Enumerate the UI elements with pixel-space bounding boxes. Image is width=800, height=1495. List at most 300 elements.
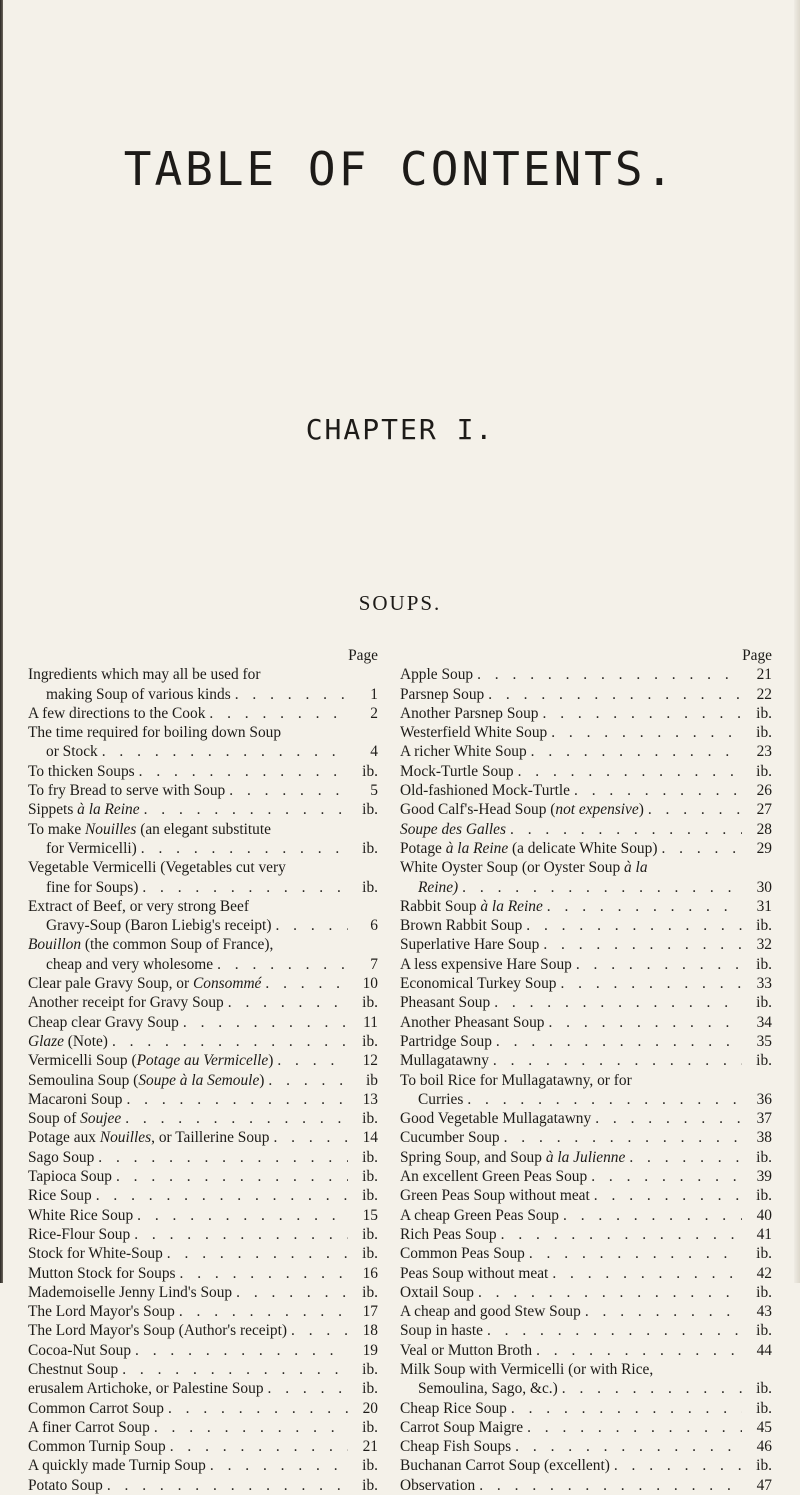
dot-leader bbox=[547, 723, 742, 742]
toc-entry-title: Rice-Flour Soup bbox=[28, 1225, 131, 1243]
dot-leader bbox=[572, 955, 742, 974]
toc-entry[interactable] bbox=[400, 1148, 772, 1167]
toc-entry[interactable] bbox=[400, 800, 772, 819]
toc-entry-page: 39 bbox=[756, 1168, 772, 1186]
toc-entry-title: White Rice Soup bbox=[28, 1206, 134, 1224]
toc-entry-title: Soup of Soujee bbox=[28, 1110, 122, 1128]
dot-leader bbox=[657, 839, 742, 858]
toc-entry-page: 11 bbox=[363, 1013, 378, 1031]
toc-entry-title: Cheap Fish Soups bbox=[400, 1438, 512, 1456]
toc-entry[interactable] bbox=[28, 897, 378, 936]
dot-leader bbox=[264, 1379, 348, 1398]
dot-leader bbox=[175, 1302, 348, 1321]
toc-entry-page: ib. bbox=[362, 994, 378, 1012]
toc-entry-title: fine for Soups) bbox=[46, 878, 139, 896]
toc-entry-title: Sago Soup bbox=[28, 1148, 95, 1166]
toc-entry[interactable] bbox=[400, 974, 772, 993]
toc-entry-title: Oxtail Soup bbox=[400, 1283, 474, 1301]
dot-leader bbox=[103, 1476, 348, 1495]
toc-entry-page: 31 bbox=[756, 897, 772, 915]
toc-entry-page: 27 bbox=[756, 801, 772, 819]
toc-entry-title: Common Turnip Soup bbox=[28, 1438, 166, 1456]
toc-entry-page: ib. bbox=[362, 1476, 378, 1494]
dot-leader bbox=[131, 1341, 348, 1360]
dot-leader bbox=[137, 839, 348, 858]
toc-entry-page: 46 bbox=[756, 1438, 772, 1456]
dot-leader bbox=[511, 1437, 742, 1456]
toc-entry[interactable] bbox=[400, 1321, 772, 1340]
toc-entry[interactable] bbox=[28, 1109, 378, 1128]
toc-entry-title: Common Peas Soup bbox=[400, 1245, 525, 1263]
dot-leader bbox=[527, 742, 742, 761]
toc-entry-title: Potato Soup bbox=[28, 1476, 103, 1494]
toc-entry-page: 18 bbox=[362, 1322, 378, 1340]
toc-entry-page: ib. bbox=[756, 762, 772, 780]
toc-entry-title: The Lord Mayor's Soup bbox=[28, 1303, 175, 1321]
toc-entry-title: Soupe des Galles bbox=[400, 820, 507, 838]
toc-entry-title: Glaze (Note) bbox=[28, 1032, 108, 1050]
toc-entry-page: 35 bbox=[756, 1032, 772, 1050]
toc-entry-title: Cucumber Soup bbox=[400, 1129, 500, 1147]
toc-entry[interactable] bbox=[400, 685, 772, 704]
toc-entry[interactable] bbox=[400, 1032, 772, 1051]
dot-leader bbox=[483, 1321, 742, 1340]
toc-entry[interactable] bbox=[28, 1341, 378, 1360]
toc-entry-page: ib. bbox=[756, 1457, 772, 1475]
toc-entry[interactable] bbox=[28, 1321, 378, 1340]
toc-entry-title: A few directions to the Cook bbox=[28, 704, 206, 722]
toc-entry-page: 2 bbox=[370, 704, 378, 722]
toc-entry-page: 36 bbox=[756, 1090, 772, 1108]
dot-leader bbox=[135, 762, 348, 781]
toc-entry-title: Brown Rabbit Soup bbox=[400, 917, 523, 935]
toc-entry-title: The Lord Mayor's Soup (Author's receipt) bbox=[28, 1322, 288, 1340]
toc-entry[interactable] bbox=[28, 1379, 378, 1398]
dot-leader bbox=[532, 1341, 742, 1360]
toc-entry[interactable] bbox=[28, 1186, 378, 1205]
dot-leader bbox=[497, 1225, 742, 1244]
toc-entry[interactable] bbox=[28, 723, 378, 762]
dot-leader bbox=[271, 916, 348, 935]
toc-entry[interactable] bbox=[400, 1109, 772, 1128]
toc-entry-title: Bouillon (the common Soup of France), bbox=[28, 936, 274, 954]
dot-leader bbox=[474, 1283, 742, 1302]
toc-entry[interactable] bbox=[400, 762, 772, 781]
toc-entry[interactable] bbox=[28, 1090, 378, 1109]
toc-entry[interactable] bbox=[28, 1128, 378, 1147]
toc-entry-title: making Soup of various kinds bbox=[46, 685, 231, 703]
toc-entry-title: Old-fashioned Mock-Turtle bbox=[400, 782, 570, 800]
toc-entry-page: 7 bbox=[370, 955, 378, 973]
toc-entry[interactable] bbox=[400, 1186, 772, 1205]
toc-entry-title: A cheap Green Peas Soup bbox=[400, 1206, 559, 1224]
toc-entry-page: 21 bbox=[362, 1438, 378, 1456]
toc-entry-title: Cocoa-Nut Soup bbox=[28, 1341, 132, 1359]
toc-entry-page: 44 bbox=[756, 1341, 772, 1359]
toc-entry[interactable] bbox=[28, 1206, 378, 1225]
dot-leader bbox=[544, 1013, 742, 1032]
toc-entry[interactable] bbox=[400, 723, 772, 742]
toc-entry[interactable] bbox=[400, 993, 772, 1012]
toc-entry-page: ib bbox=[366, 1071, 378, 1089]
toc-entry-title: Observation bbox=[400, 1476, 476, 1494]
dot-leader bbox=[94, 1148, 348, 1167]
toc-entry-page: 47 bbox=[756, 1476, 772, 1494]
toc-entry[interactable] bbox=[400, 820, 772, 839]
page-column-header: Page bbox=[348, 647, 378, 664]
toc-entry-page: ib. bbox=[756, 724, 772, 742]
toc-entry-title: To boil Rice for Mullagatawny, or for bbox=[400, 1071, 632, 1089]
toc-entry[interactable] bbox=[400, 1225, 772, 1244]
toc-entry-title: To fry Bread to serve with Soup bbox=[28, 782, 226, 800]
toc-entry-title: Soup in haste bbox=[400, 1322, 483, 1340]
toc-entry-page: ib. bbox=[756, 955, 772, 973]
toc-entry-title: Milk Soup with Vermicelli (or with Rice, bbox=[400, 1360, 654, 1378]
toc-entry-page: 38 bbox=[756, 1129, 772, 1147]
toc-entry[interactable] bbox=[400, 1264, 772, 1283]
dot-leader bbox=[133, 1206, 348, 1225]
dot-leader bbox=[543, 897, 742, 916]
toc-entry-page: ib. bbox=[362, 1380, 378, 1398]
toc-entry-page: 29 bbox=[756, 839, 772, 857]
toc-entry[interactable] bbox=[400, 916, 772, 935]
toc-entry-title: Mutton Stock for Soups bbox=[28, 1264, 176, 1282]
toc-entry-title: for Vermicelli) bbox=[46, 839, 137, 857]
toc-entry[interactable] bbox=[400, 1302, 772, 1321]
toc-entry-title: Gravy-Soup (Baron Liebig's receipt) bbox=[46, 917, 272, 935]
toc-entry[interactable] bbox=[400, 1128, 772, 1147]
toc-entry-title: Superlative Hare Soup bbox=[400, 936, 540, 954]
toc-entry-page: ib. bbox=[756, 1187, 772, 1205]
toc-entry[interactable] bbox=[400, 955, 772, 974]
toc-left-list bbox=[28, 665, 378, 1495]
toc-entry-page: 37 bbox=[756, 1110, 772, 1128]
dot-leader bbox=[463, 1090, 742, 1109]
toc-entry-page: ib. bbox=[362, 801, 378, 819]
toc-entry[interactable] bbox=[28, 1360, 378, 1379]
toc-entry-page: 13 bbox=[362, 1090, 378, 1108]
dot-leader bbox=[205, 704, 348, 723]
toc-entry[interactable] bbox=[28, 935, 378, 974]
toc-entry-title: A cheap and good Stew Soup bbox=[400, 1303, 581, 1321]
toc-entry-page: 1 bbox=[370, 685, 378, 703]
dot-leader bbox=[121, 1109, 348, 1128]
toc-entry-page: 32 bbox=[756, 936, 772, 954]
dot-leader bbox=[559, 1206, 742, 1225]
toc-entry[interactable] bbox=[400, 1437, 772, 1456]
toc-entry-title: Mademoiselle Jenny Lind's Soup bbox=[28, 1283, 233, 1301]
toc-entry[interactable] bbox=[28, 993, 378, 1012]
dot-leader bbox=[507, 1399, 742, 1418]
toc-entry-page: ib. bbox=[362, 1283, 378, 1301]
toc-entry[interactable] bbox=[400, 1206, 772, 1225]
toc-entry[interactable] bbox=[28, 1418, 378, 1437]
section-heading: SOUPS. bbox=[358, 591, 442, 615]
toc-entry-page: 42 bbox=[756, 1264, 772, 1282]
dot-leader bbox=[570, 781, 742, 800]
dot-leader bbox=[590, 1186, 742, 1205]
toc-entry-title: Peas Soup without meat bbox=[400, 1264, 549, 1282]
toc-entry-title: Macaroni Soup bbox=[28, 1090, 123, 1108]
toc-entry-page: 43 bbox=[756, 1303, 772, 1321]
toc-entry-page: 41 bbox=[756, 1225, 772, 1243]
dot-leader bbox=[166, 1437, 348, 1456]
toc-entry-title: Curries bbox=[418, 1090, 464, 1108]
toc-entry-page: ib. bbox=[362, 1457, 378, 1475]
toc-entry-title: Sippets à la Reine bbox=[28, 801, 140, 819]
toc-entry[interactable] bbox=[400, 1456, 772, 1475]
dot-leader bbox=[150, 1418, 348, 1437]
toc-entry-title: Another Parsnep Soup bbox=[400, 704, 539, 722]
toc-entry[interactable] bbox=[28, 1167, 378, 1186]
dot-leader bbox=[490, 993, 742, 1012]
toc-entry-title: Vegetable Vermicelli (Vegetables cut very bbox=[28, 859, 286, 877]
toc-entry-page: 4 bbox=[370, 743, 378, 761]
toc-entry-page: ib. bbox=[362, 762, 378, 780]
toc-entry[interactable] bbox=[28, 1032, 378, 1051]
toc-entry[interactable] bbox=[28, 1399, 378, 1418]
dot-leader bbox=[489, 1051, 742, 1070]
toc-entry-page: 30 bbox=[756, 878, 772, 896]
toc-entry-title: The time required for boiling down Soup bbox=[28, 724, 282, 742]
toc-entry-page: ib. bbox=[362, 1360, 378, 1378]
toc-entry-page: 6 bbox=[370, 917, 378, 935]
toc-entry-title: Veal or Mutton Broth bbox=[400, 1341, 533, 1359]
toc-entry[interactable] bbox=[28, 781, 378, 800]
toc-entry[interactable] bbox=[400, 742, 772, 761]
dot-leader bbox=[558, 1379, 742, 1398]
toc-left-column bbox=[28, 646, 378, 1495]
dot-leader bbox=[475, 1476, 742, 1495]
toc-entry[interactable] bbox=[400, 1418, 772, 1437]
dot-leader bbox=[556, 974, 742, 993]
dot-leader bbox=[458, 878, 742, 897]
toc-entry-title: Reine) bbox=[418, 878, 459, 896]
dot-leader bbox=[179, 1013, 348, 1032]
toc-entry[interactable] bbox=[400, 704, 772, 723]
toc-entry-page: ib. bbox=[362, 1110, 378, 1128]
toc-entry[interactable] bbox=[400, 1071, 772, 1110]
toc-entry-page: 17 bbox=[362, 1303, 378, 1321]
toc-entry[interactable] bbox=[28, 1302, 378, 1321]
toc-entry-title: Mullagatawny bbox=[400, 1052, 489, 1070]
dot-leader bbox=[287, 1321, 348, 1340]
toc-entry-title: Vermicelli Soup (Potage au Vermicelle) bbox=[28, 1052, 274, 1070]
toc-entry[interactable] bbox=[400, 1360, 772, 1399]
toc-entry[interactable] bbox=[400, 839, 772, 858]
toc-entry[interactable] bbox=[28, 1264, 378, 1283]
toc-entry-page: 5 bbox=[370, 782, 378, 800]
toc-entry-title: Cheap Rice Soup bbox=[400, 1399, 507, 1417]
toc-entry-title: A richer White Soup bbox=[400, 743, 527, 761]
toc-entry[interactable] bbox=[28, 665, 378, 704]
dot-leader bbox=[213, 955, 348, 974]
toc-entry-title: cheap and very wholesome bbox=[46, 955, 214, 973]
toc-entry-title: Another receipt for Gravy Soup bbox=[28, 994, 224, 1012]
toc-entry-page: ib. bbox=[756, 994, 772, 1012]
toc-entry-page: 40 bbox=[756, 1206, 772, 1224]
toc-entry[interactable] bbox=[400, 858, 772, 897]
toc-entry-page: ib. bbox=[756, 1148, 772, 1166]
toc-entry-title: Rice Soup bbox=[28, 1187, 92, 1205]
toc-entry[interactable] bbox=[400, 1167, 772, 1186]
toc-entry-page: 45 bbox=[756, 1418, 772, 1436]
toc-entry-title: Semoulina, Sago, &c.) bbox=[418, 1380, 558, 1398]
toc-entry-page: 28 bbox=[756, 820, 772, 838]
toc-entry-title: A finer Carrot Soup bbox=[28, 1418, 150, 1436]
toc-entry[interactable] bbox=[28, 974, 378, 993]
toc-entry[interactable] bbox=[28, 1051, 378, 1070]
toc-entry-title: To make Nouilles (an elegant substitute bbox=[28, 820, 271, 838]
toc-entry-title: Apple Soup bbox=[400, 666, 474, 684]
toc-entry-title: Rich Peas Soup bbox=[400, 1225, 497, 1243]
dot-leader bbox=[206, 1456, 348, 1475]
dot-leader bbox=[108, 1032, 348, 1051]
toc-entry[interactable] bbox=[28, 800, 378, 819]
toc-entry-page: 19 bbox=[362, 1341, 378, 1359]
toc-entry-page: 14 bbox=[362, 1129, 378, 1147]
dot-leader bbox=[261, 974, 348, 993]
toc-entry-title: or Stock bbox=[46, 743, 98, 761]
toc-entry[interactable] bbox=[400, 1283, 772, 1302]
toc-entry-title: Westerfield White Soup bbox=[400, 724, 548, 742]
dot-leader bbox=[225, 781, 348, 800]
toc-entry-page: ib. bbox=[362, 1225, 378, 1243]
toc-entry[interactable] bbox=[400, 1399, 772, 1418]
toc-entry[interactable] bbox=[28, 762, 378, 781]
toc-entry-title: Economical Turkey Soup bbox=[400, 975, 557, 993]
toc-entry-page: ib. bbox=[362, 839, 378, 857]
toc-entry-title: An excellent Green Peas Soup bbox=[400, 1168, 588, 1186]
toc-entry[interactable] bbox=[28, 1148, 378, 1167]
toc-entry-title: Semoulina Soup (Soupe à la Semoule) bbox=[28, 1071, 265, 1089]
dot-leader bbox=[130, 1225, 348, 1244]
dot-leader bbox=[138, 878, 348, 897]
toc-entry-title: Carrot Soup Maigre bbox=[400, 1418, 524, 1436]
toc-entry-page: ib. bbox=[362, 878, 378, 896]
toc-entry-page: ib. bbox=[362, 1418, 378, 1436]
toc-entry[interactable] bbox=[28, 1456, 378, 1475]
toc-entry-page: 10 bbox=[362, 975, 378, 993]
dot-leader bbox=[112, 1167, 348, 1186]
dot-leader bbox=[492, 1032, 742, 1051]
dot-leader bbox=[224, 993, 348, 1012]
dot-leader bbox=[610, 1456, 742, 1475]
toc-entry-title: Mock-Turtle Soup bbox=[400, 762, 514, 780]
toc-entry[interactable] bbox=[400, 1051, 772, 1070]
toc-entry[interactable] bbox=[28, 858, 378, 897]
toc-entry[interactable] bbox=[28, 1476, 378, 1495]
dot-leader bbox=[273, 1051, 348, 1070]
dot-leader bbox=[140, 800, 348, 819]
toc-entry[interactable] bbox=[28, 1244, 378, 1263]
toc-entry[interactable] bbox=[400, 665, 772, 684]
toc-entry-page: 16 bbox=[362, 1264, 378, 1282]
toc-entry-title: Partridge Soup bbox=[400, 1032, 492, 1050]
toc-entry-page: ib. bbox=[756, 917, 772, 935]
toc-entry-page: ib. bbox=[362, 1245, 378, 1263]
dot-leader bbox=[581, 1302, 742, 1321]
toc-entry[interactable] bbox=[28, 1225, 378, 1244]
toc-entry-title: Another Pheasant Soup bbox=[400, 1013, 545, 1031]
toc-entry-title: Clear pale Gravy Soup, or Consommé bbox=[28, 975, 262, 993]
dot-leader bbox=[539, 935, 742, 954]
dot-leader bbox=[523, 1418, 742, 1437]
dot-leader bbox=[122, 1090, 348, 1109]
toc-entry-title: Cheap clear Gravy Soup bbox=[28, 1013, 179, 1031]
dot-leader bbox=[506, 820, 742, 839]
dot-leader bbox=[522, 916, 742, 935]
toc-entry-page: 20 bbox=[362, 1399, 378, 1417]
dot-leader bbox=[625, 1148, 742, 1167]
toc-entry-page: ib. bbox=[756, 1283, 772, 1301]
dot-leader bbox=[98, 742, 348, 761]
page-title: TABLE OF CONTENTS. bbox=[123, 142, 677, 196]
dot-leader bbox=[473, 665, 742, 684]
toc-entry-title: Chestnut Soup bbox=[28, 1360, 119, 1378]
toc-entry-title: erusalem Artichoke, or Palestine Soup bbox=[28, 1380, 264, 1398]
toc-entry[interactable] bbox=[400, 1244, 772, 1263]
toc-entry-page: 26 bbox=[756, 782, 772, 800]
toc-entry-page: 33 bbox=[756, 975, 772, 993]
toc-entry[interactable] bbox=[400, 935, 772, 954]
toc-entry-title: Tapioca Soup bbox=[28, 1168, 112, 1186]
toc-entry-page: 23 bbox=[756, 743, 772, 761]
toc-entry-title: Green Peas Soup without meat bbox=[400, 1187, 590, 1205]
toc-entry[interactable] bbox=[28, 1071, 378, 1090]
dot-leader bbox=[587, 1167, 742, 1186]
toc-entry-title: Extract of Beef, or very strong Beef bbox=[28, 897, 249, 915]
dot-leader bbox=[163, 1244, 348, 1263]
toc-entry-title: Buchanan Carrot Soup (excellent) bbox=[400, 1457, 610, 1475]
dot-leader bbox=[539, 704, 742, 723]
toc-entry-title: Common Carrot Soup bbox=[28, 1399, 164, 1417]
dot-leader bbox=[484, 685, 742, 704]
toc-entry-page: ib. bbox=[362, 1187, 378, 1205]
toc-entry[interactable] bbox=[28, 704, 378, 723]
dot-leader bbox=[269, 1128, 348, 1147]
toc-entry-page: ib. bbox=[362, 1148, 378, 1166]
toc-entry[interactable] bbox=[400, 1341, 772, 1360]
toc-entry-title: Good Calf's-Head Soup (not expensive) bbox=[400, 801, 644, 819]
toc-entry-title: To thicken Soups bbox=[28, 762, 135, 780]
chapter-heading: CHAPTER I. bbox=[305, 413, 495, 446]
toc-entry[interactable] bbox=[28, 1437, 378, 1456]
dot-leader bbox=[644, 800, 742, 819]
toc-right-list bbox=[400, 665, 772, 1495]
toc-entry-title: White Oyster Soup (or Oyster Soup à la bbox=[400, 859, 648, 877]
toc-entry[interactable] bbox=[400, 1013, 772, 1032]
toc-entry[interactable] bbox=[400, 781, 772, 800]
dot-leader bbox=[176, 1264, 348, 1283]
toc-entry-page: ib. bbox=[756, 1399, 772, 1417]
toc-entry[interactable] bbox=[28, 820, 378, 859]
toc-entry[interactable] bbox=[28, 1013, 378, 1032]
toc-entry-title: A quickly made Turnip Soup bbox=[28, 1457, 206, 1475]
toc-entry[interactable] bbox=[400, 897, 772, 916]
toc-entry-page: ib. bbox=[362, 1032, 378, 1050]
dot-leader bbox=[525, 1244, 742, 1263]
toc-entry[interactable] bbox=[400, 1476, 772, 1495]
dot-leader bbox=[232, 1283, 348, 1302]
toc-entry-page: 21 bbox=[756, 666, 772, 684]
toc-entry-title: Spring Soup, and Soup à la Julienne bbox=[400, 1148, 626, 1166]
toc-entry-page: ib. bbox=[756, 1052, 772, 1070]
toc-entry-title: A less expensive Hare Soup bbox=[400, 955, 572, 973]
toc-entry[interactable] bbox=[28, 1283, 378, 1302]
dot-leader bbox=[514, 762, 742, 781]
toc-right-column bbox=[400, 646, 772, 1495]
